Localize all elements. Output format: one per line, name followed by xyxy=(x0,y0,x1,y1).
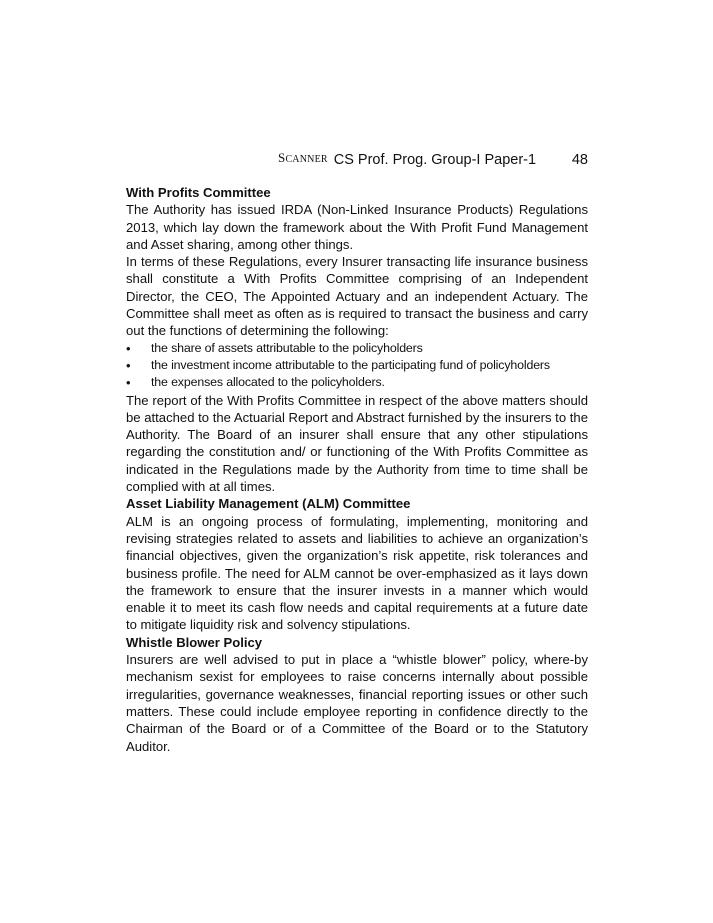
bullet-list xyxy=(126,340,588,392)
paragraph: The Authority has issued IRDA (Non-Linked Insurance Products) Regulations 2013, which lay down the framework about the With Profit Fund Management and Asset sharing, among other things. xyxy=(126,202,588,252)
page-header xyxy=(278,150,588,170)
document-body xyxy=(126,184,588,755)
list-item: • the expenses allocated to the policyholders. xyxy=(126,374,588,391)
scanner-logo: SCANNER xyxy=(278,150,328,165)
section-heading-whistle-blower-policy: Whistle Blower Policy xyxy=(126,634,263,650)
section-heading-alm-committee: Asset Liability Management (ALM) Committee xyxy=(126,496,411,512)
header-title: CS Prof. Prog. Group-I Paper-1 xyxy=(333,152,537,168)
paragraph: In terms of these Regulations, every Insurer transacting life insurance business shall constitute a With Profits Committee comprising of an Independent Director, the CEO, The Appointed Actuary and an independent Actuary. The Committee shall meet as often as is required to transact the business and carry out the functions of determining the following: xyxy=(126,254,588,339)
page-number: 48 xyxy=(571,152,588,168)
paragraph: ALM is an ongoing process of formulating, implementing, monitoring and revising strategies related to assets and liabilities to achieve an organization’s financial objectives, given the organization’s risk appetite, risk tolerances and business profile. The need for ALM cannot be over-emphasized as it lays down the framework to ensure that the insurer invests in a manner which would enable it to meet its cash flow needs and capital requirements at a future date to mitigate liquidity risk and solvency stipulations. xyxy=(126,513,588,633)
list-item: • the investment income attributable to the participating fund of policyholders xyxy=(126,357,588,374)
list-item: • the share of assets attributable to the policyholders xyxy=(126,340,588,357)
section-heading-with-profits-committee: With Profits Committee xyxy=(126,185,271,200)
paragraph: Insurers are well advised to put in place a “whistle blower” policy, where-by mechanism sexist for employees to raise concerns internally about possible irregularities, governance weaknesses, financial reporting issues or other such matters. These could include employee reporting in confidence directly to the Chairman of the Board or of a Committee of the Board or to the Statutory Auditor. xyxy=(126,652,588,754)
paragraph: The report of the With Profits Committee in respect of the above matters should be attached to the Actuarial Report and Abstract furnished by the insurers to the Authority. The Board of an insurer shall ensure that any other stipulations regarding the constitution and/ or functioning of the With Profits Committee as indicated in the Regulations made by the Authority from time to time shall be complied with at all times. xyxy=(126,392,588,495)
